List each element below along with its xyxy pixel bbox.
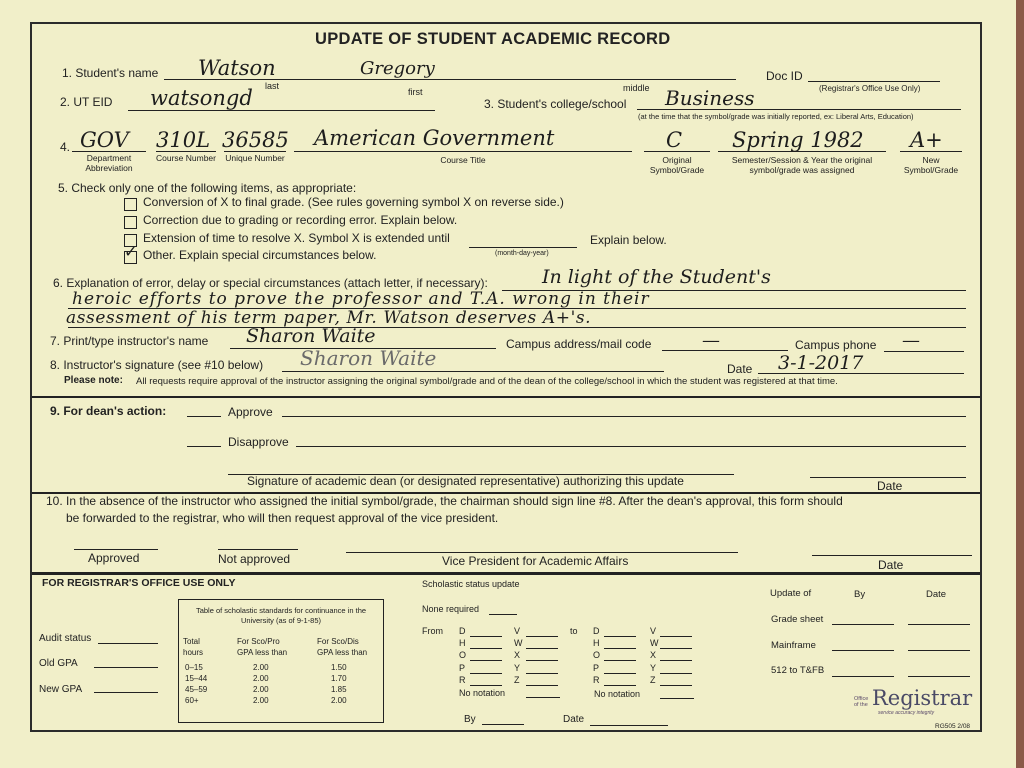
from-no-notation: No notation (459, 688, 506, 698)
mainframe-by-line[interactable] (832, 650, 894, 651)
mainframe-date-line[interactable] (908, 650, 970, 651)
approve-line[interactable] (282, 416, 966, 417)
explanation-label: 6. Explanation of error, delay or special circumstances (attach letter, if necessary): (53, 276, 488, 290)
col-dis-header: For Sco/Dis GPA less than (317, 637, 368, 657)
option-conversion-checkbox[interactable] (124, 198, 137, 211)
to-label: to (570, 626, 578, 636)
t-fb-date-line[interactable] (908, 676, 970, 677)
disapprove-label: Disapprove (228, 435, 289, 449)
extension-date-line[interactable] (469, 247, 577, 248)
t-fb-label: 512 to T&FB (771, 665, 825, 676)
status-code-line[interactable] (470, 636, 502, 637)
approve-check-line[interactable] (187, 416, 221, 417)
extension-date-hint: (month-day-year) (495, 250, 549, 257)
logo-tagline: service accuracy integrity (878, 710, 935, 716)
dean-date-label: Date (877, 479, 903, 493)
doc-id-note: (Registrar's Office Use Only) (819, 84, 921, 93)
campus-address-line[interactable] (662, 350, 788, 351)
unique-label: Unique Number (225, 153, 285, 163)
college-label: 3. Student's college/school (484, 97, 627, 111)
divider-registrar (32, 572, 980, 575)
status-code-label: X (514, 650, 521, 661)
status-date-label: Date (563, 714, 585, 725)
original-grade-value: C (666, 128, 683, 152)
form-title: UPDATE OF STUDENT ACADEMIC RECORD (315, 30, 671, 48)
option-extension-label: Extension of time to resolve X. Symbol X is extended until (143, 231, 450, 245)
col-hours-values (185, 662, 207, 706)
status-code-label: H (593, 638, 600, 649)
status-code-label: Z (650, 674, 656, 685)
table-row: 60+ (185, 696, 199, 705)
status-code-line[interactable] (604, 685, 636, 686)
logo-office-text: Office of the (854, 696, 869, 708)
new-gpa-label: New GPA (39, 684, 83, 695)
status-date-line[interactable] (590, 725, 668, 726)
dept-value: GOV (80, 128, 129, 152)
status-code-line[interactable] (660, 648, 692, 649)
doc-id-line[interactable] (808, 81, 940, 82)
status-code-line[interactable] (526, 673, 558, 674)
student-first-name: Gregory (360, 58, 435, 79)
signature-date-label: Date (727, 362, 753, 376)
course-number-label: Course Number (156, 153, 216, 163)
campus-address-value: — (702, 330, 720, 351)
grade-sheet-label: Grade sheet (771, 614, 824, 625)
instructor-signature: Sharon Waite (300, 346, 437, 370)
explanation-text-1: In light of the Student's (542, 266, 771, 288)
status-code-label: P (593, 662, 600, 673)
college-value: Business (665, 86, 755, 110)
original-grade-label: Original Symbol/Grade (649, 155, 705, 175)
status-code-label: Y (650, 662, 657, 673)
mainframe-label: Mainframe (771, 640, 816, 651)
checklist-label: 5. Check only one of the following items, as appropriate: (58, 181, 357, 195)
none-required-label: None required (422, 604, 480, 614)
old-gpa-label: Old GPA (39, 658, 78, 669)
to-no-notation-line[interactable] (660, 698, 694, 699)
vp-signature-label: Vice President for Academic Affairs (442, 554, 629, 568)
option-conversion-label: Conversion of X to final grade. (See rules governing symbol X on reverse side.) (143, 195, 564, 209)
update-date-label: Date (926, 589, 947, 600)
audit-status-line[interactable] (98, 643, 158, 644)
status-code-label: V (514, 626, 521, 636)
status-code-label: Y (514, 662, 521, 673)
academic-record-form (30, 22, 982, 732)
course-title-value: American Government (314, 126, 555, 150)
please-note-label: Please note: (64, 375, 123, 386)
vp-instructions-1: 10. In the absence of the instructor who assigned the initial symbol/grade, the chairman should sign line #8. After the dean's approval, this form should (46, 494, 843, 508)
table-row: 0–15 (185, 663, 203, 672)
col-hours-header: Total hours (183, 637, 204, 657)
explanation-text-3: assessment of his term paper, Mr. Watson deserves A+'s. (66, 308, 592, 328)
grade-sheet-date-line[interactable] (908, 624, 970, 625)
dean-date-line[interactable] (810, 477, 966, 478)
status-code-line[interactable] (470, 660, 502, 661)
status-code-label: P (459, 662, 466, 673)
dean-signature-label: Signature of academic dean (or designated representative) authorizing this update (247, 474, 684, 488)
please-note-text: All requests require approval of the instructor assigning the original symbol/grade and of the dean of the college/school in which the student was registered at that time. (136, 376, 838, 387)
status-code-line[interactable] (526, 685, 558, 686)
registrar-heading: FOR REGISTRAR'S OFFICE USE ONLY (42, 577, 236, 589)
option-correction-label: Correction due to grading or recording error. Explain below. (143, 213, 458, 227)
status-code-label: D (459, 626, 466, 636)
vp-signature-line[interactable] (346, 552, 738, 553)
approved-label: Approved (88, 551, 140, 565)
status-code-line[interactable] (526, 648, 558, 649)
status-code-line[interactable] (660, 673, 692, 674)
course-title-line[interactable] (294, 151, 632, 152)
ut-eid-label: 2. UT EID (60, 95, 113, 109)
status-code-label: X (650, 650, 657, 661)
instructor-name-label: 7. Print/type instructor's name (50, 334, 209, 348)
dept-label: Department Abbreviation (85, 153, 133, 173)
semester-label: Semester/Session & Year the original symbol/grade was assigned (731, 155, 873, 175)
registrar-logo (854, 688, 974, 724)
new-gpa-line[interactable] (94, 692, 158, 693)
status-code-label: W (650, 638, 659, 649)
status-code-line[interactable] (604, 636, 636, 637)
status-code-line[interactable] (604, 673, 636, 674)
student-last-name: Watson (198, 56, 276, 80)
col-pro-header: For Sco/Pro GPA less than (237, 637, 288, 657)
doc-id-label: Doc ID (766, 69, 803, 83)
new-grade-label: New Symbol/Grade (903, 155, 959, 175)
option-other-label: Other. Explain special circumstances below. (143, 248, 377, 262)
status-code-label: R (593, 674, 600, 685)
audit-status-label: Audit status (39, 633, 92, 644)
college-note: (at the time that the symbol/grade was initially reported, ex: Liberal Arts, Education) (638, 112, 914, 121)
from-no-notation-line[interactable] (526, 697, 560, 698)
semester-value: Spring 1982 (732, 128, 864, 152)
explanation-text-2: heroic efforts to prove the professor and T.A. wrong in their (72, 289, 650, 309)
status-code-label: V (650, 626, 657, 636)
course-title-label: Course Title (440, 155, 486, 165)
status-by-line[interactable] (482, 724, 524, 725)
status-code-label: O (593, 650, 601, 661)
update-by-label: By (854, 589, 866, 600)
to-no-notation: No notation (594, 689, 641, 699)
status-update-title: Scholastic status update (422, 579, 520, 589)
campus-phone-label: Campus phone (795, 338, 877, 352)
table-row: 15–44 (185, 674, 208, 683)
col-pro-values: 2.00 2.00 2.00 2.00 (253, 663, 269, 705)
status-code-line[interactable] (660, 636, 692, 637)
vp-date-label: Date (878, 558, 904, 572)
campus-phone-line[interactable] (884, 351, 964, 352)
t-fb-by-line[interactable] (832, 676, 894, 677)
divider-dean (32, 396, 980, 398)
col-dis-values: 1.50 1.70 1.85 2.00 (331, 663, 347, 705)
logo-name-text: Registrar (872, 686, 973, 710)
vp-date-line[interactable] (812, 555, 972, 556)
approve-label: Approve (228, 405, 273, 419)
status-code-label: O (459, 650, 467, 661)
campus-phone-value: — (902, 330, 920, 351)
course-row-number: 4. (60, 140, 71, 154)
old-gpa-line[interactable] (94, 667, 158, 668)
status-code-label: Z (514, 674, 520, 685)
signature-date-value: 3-1-2017 (778, 352, 864, 374)
none-required-line[interactable] (489, 614, 517, 615)
middle-hint: middle (623, 83, 650, 93)
status-code-line[interactable] (470, 648, 502, 649)
disapprove-check-line[interactable] (187, 446, 221, 447)
from-label: From (422, 626, 443, 636)
not-approved-label: Not approved (218, 552, 291, 566)
disapprove-line[interactable] (296, 446, 966, 447)
dean-action-label: 9. For dean's action: (50, 404, 167, 418)
table-row: 45–59 (185, 685, 208, 694)
extension-explain: Explain below. (590, 233, 667, 247)
status-code-label: D (593, 626, 600, 636)
checkmark-icon: ✓ (124, 244, 138, 261)
last-hint: last (265, 81, 280, 91)
unique-value: 36585 (222, 128, 289, 152)
new-grade-value: A+ (910, 128, 943, 152)
grade-sheet-by-line[interactable] (832, 624, 894, 625)
ut-eid-value: watsongd (150, 86, 253, 110)
scholastic-standards-table (178, 599, 384, 723)
status-code-line[interactable] (470, 685, 502, 686)
vp-instructions-2: be forwarded to the registrar, who will then request approval of the vice president. (66, 511, 499, 525)
status-code-line[interactable] (604, 648, 636, 649)
status-code-line[interactable] (470, 673, 502, 674)
campus-address-label: Campus address/mail code (506, 337, 652, 351)
status-code-line[interactable] (604, 660, 636, 661)
status-code-line[interactable] (526, 660, 558, 661)
instructor-name-value: Sharon Waite (246, 325, 376, 347)
not-approved-line[interactable] (218, 549, 298, 550)
status-code-line[interactable] (526, 636, 558, 637)
option-correction-checkbox[interactable] (124, 216, 137, 229)
status-code-line[interactable] (660, 660, 692, 661)
status-code-label: H (459, 638, 466, 649)
form-code: RG505 2/08 (935, 723, 971, 730)
instructor-signature-label: 8. Instructor's signature (see #10 below) (50, 358, 264, 372)
first-hint: first (408, 87, 423, 97)
approved-line[interactable] (74, 549, 158, 550)
update-of-label: Update of (770, 588, 812, 599)
status-code-line[interactable] (660, 685, 692, 686)
course-number-value: 310L (156, 128, 211, 152)
status-by-label: By (464, 714, 476, 725)
status-code-label: R (459, 674, 466, 685)
status-code-label: W (514, 638, 523, 649)
student-name-label: 1. Student's name (62, 66, 159, 80)
table-title: Table of scholastic standards for continuance in the University (as of 9-1-85) (195, 606, 367, 625)
ut-eid-line[interactable] (128, 110, 435, 111)
instructor-signature-line[interactable] (282, 371, 664, 372)
